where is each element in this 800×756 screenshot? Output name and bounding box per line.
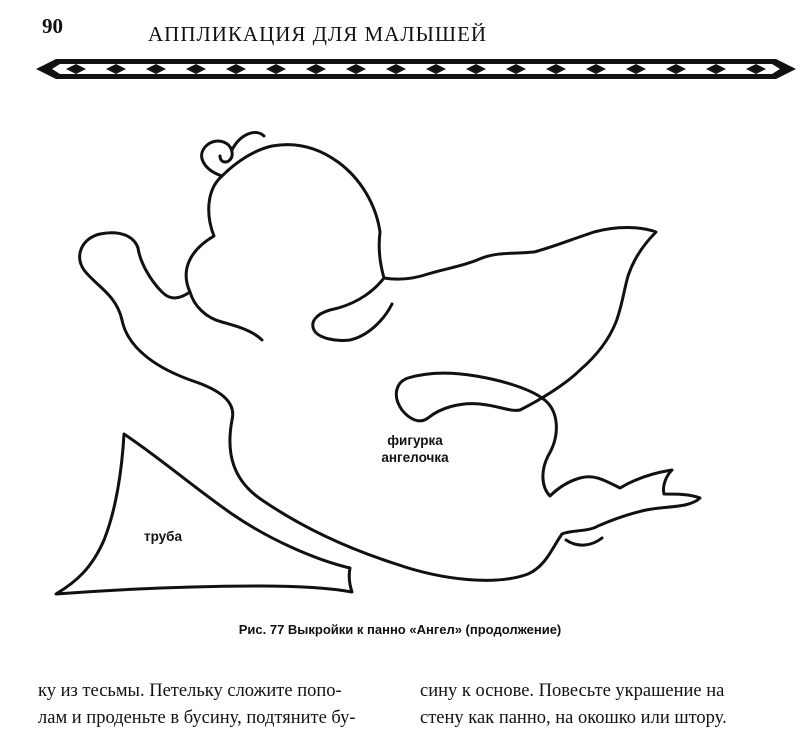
body-line: стену как панно, на окошко или штору. bbox=[420, 708, 727, 728]
body-line: ку из тесьмы. Петельку сложите попо- bbox=[38, 681, 342, 701]
angel-arm-line bbox=[190, 292, 262, 340]
running-title: АППЛИКАЦИЯ ДЛЯ МАЛЫШЕЙ bbox=[148, 22, 488, 46]
angel-label-line2: ангелочка bbox=[381, 450, 449, 465]
angel-foot-line bbox=[566, 538, 602, 545]
figure-caption: Рис. 77 Выкройки к панно «Ангел» (продолжение) bbox=[238, 622, 562, 637]
trumpet-label: труба bbox=[143, 529, 183, 544]
body-text-left bbox=[38, 678, 408, 732]
angel-label bbox=[370, 432, 460, 466]
angel-label-line1: фигурка bbox=[387, 433, 443, 448]
decorative-border bbox=[36, 56, 796, 82]
pattern-figure bbox=[0, 90, 800, 600]
page-number: 90 bbox=[42, 14, 63, 38]
body-text-right bbox=[420, 678, 790, 732]
angel-inner-line bbox=[313, 278, 392, 341]
body-line: лам и проденьте в бусину, подтяните бу- bbox=[38, 708, 356, 728]
trumpet-outline bbox=[56, 434, 352, 594]
body-line: сину к основе. Повесьте украшение на bbox=[420, 681, 725, 701]
angel-outline bbox=[80, 145, 700, 581]
angel-curl bbox=[202, 132, 264, 176]
